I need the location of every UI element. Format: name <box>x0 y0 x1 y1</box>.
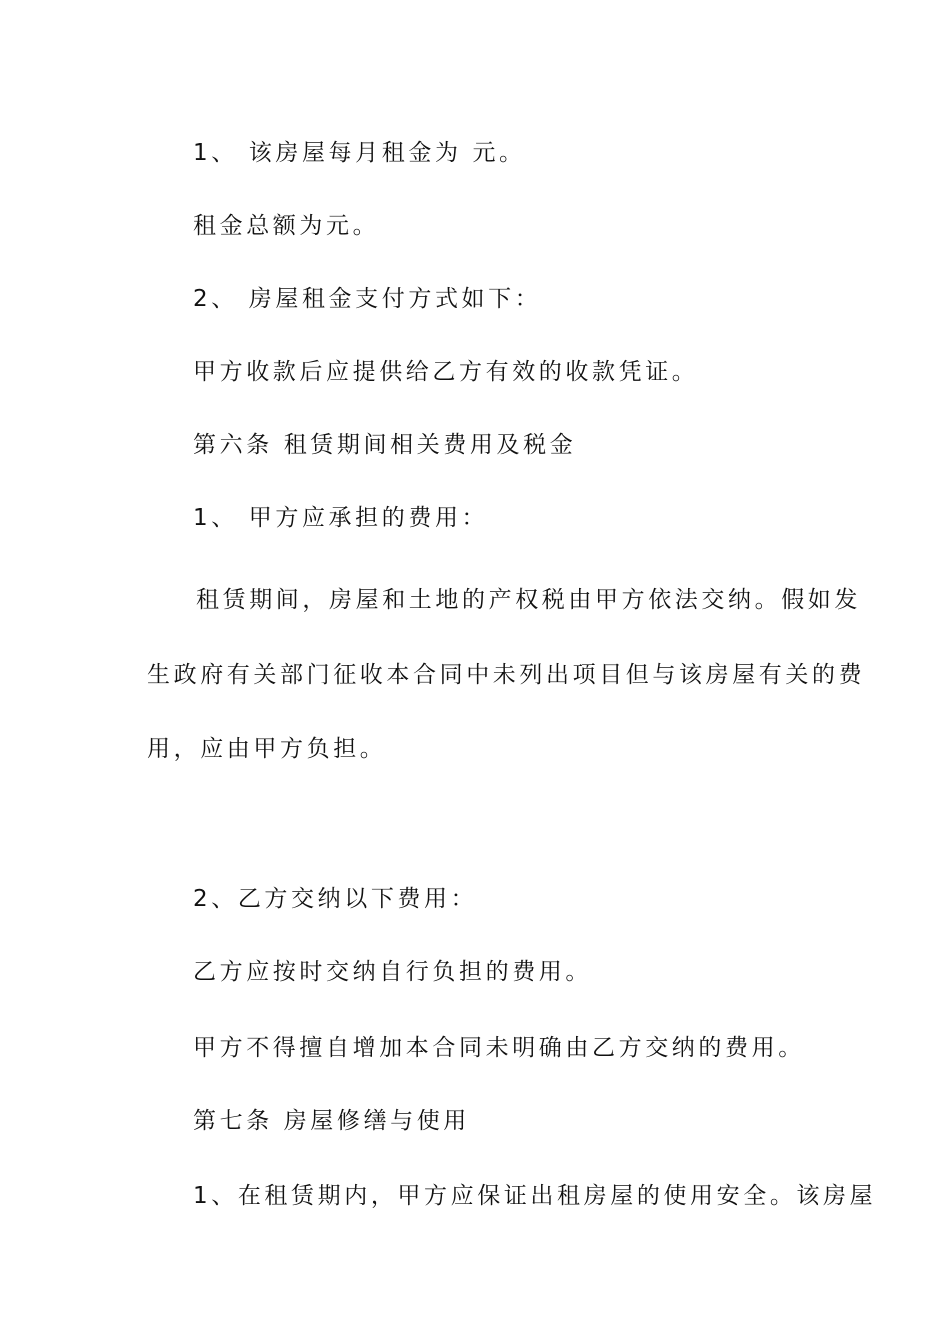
rent-monthly-line: 1、 该房屋每月租金为 元。 <box>193 140 526 166</box>
party-b-fees-heading: 2、乙方交纳以下费用： <box>193 886 478 912</box>
article-seven-heading: 第七条 房屋修缮与使用 <box>193 1108 470 1134</box>
paragraph-line-2: 生政府有关部门征收本合同中未列出项目但与该房屋有关的费 <box>147 662 866 688</box>
party-b-fees-line: 乙方应按时交纳自行负担的费用。 <box>193 959 592 985</box>
rent-payment-method-line: 2、 房屋租金支付方式如下： <box>193 286 542 312</box>
party-a-fees-heading: 1、 甲方应承担的费用： <box>193 505 489 531</box>
receipt-line: 甲方收款后应提供给乙方有效的收款凭证。 <box>193 359 699 385</box>
rent-total-line: 租金总额为元。 <box>193 213 380 239</box>
paragraph-line-1: 租赁期间，房屋和土地的产权税由甲方依法交纳。假如发 <box>196 587 861 613</box>
article-six-heading: 第六条 租赁期间相关费用及税金 <box>193 432 577 458</box>
no-extra-fees-line: 甲方不得擅自增加本合同未明确由乙方交纳的费用。 <box>193 1035 805 1061</box>
paragraph-line-3: 用，应由甲方负担。 <box>147 736 387 762</box>
repair-safety-line: 1、在租赁期内，甲方应保证出租房屋的使用安全。该房屋 <box>193 1183 877 1209</box>
